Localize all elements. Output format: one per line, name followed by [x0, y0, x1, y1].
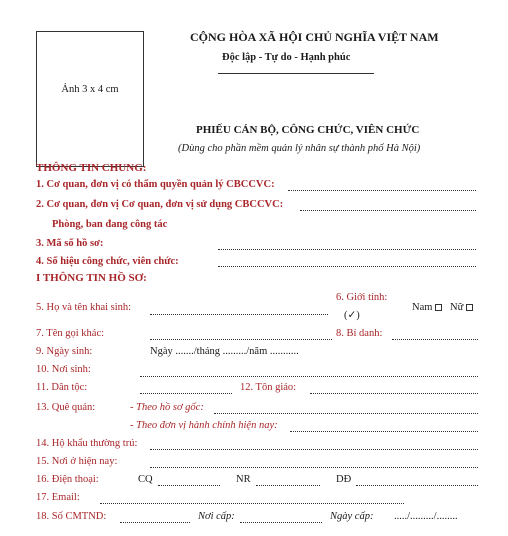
general-heading: THÔNG TIN CHUNG:: [36, 162, 147, 174]
general-item-1: 1. Cơ quan, đơn vị có thẩm quyền quản lý CBCCVC:: [36, 179, 275, 190]
field-5-label: 5. Họ và tên khai sinh:: [36, 302, 132, 313]
field-13a-label: - Theo hồ sơ gốc:: [130, 402, 204, 413]
field-17-input[interactable]: [100, 503, 404, 504]
general-item-3-field[interactable]: [218, 249, 476, 250]
field-14-label: 14. Hộ khẩu thường trú:: [36, 438, 138, 449]
field-13b-input[interactable]: [290, 431, 478, 432]
field-17-label: 17. Email:: [36, 492, 80, 503]
photo-label: Ảnh 3 x 4 cm: [61, 84, 119, 95]
field-6-label: 6. Giới tính:: [336, 292, 388, 303]
phone-dd-label: DĐ: [336, 474, 352, 485]
field-13a-input[interactable]: [214, 413, 478, 414]
field-10-label: 10. Nơi sinh:: [36, 364, 91, 375]
field-5-input[interactable]: [150, 314, 328, 315]
form-subtitle: (Dùng cho phần mềm quản lý nhân sự thành phố Hà Nội): [178, 143, 421, 154]
issue-date-label: Ngày cấp:: [330, 511, 374, 522]
field-8-label: 8. Bí danh:: [336, 328, 383, 339]
phone-cq-input[interactable]: [158, 485, 220, 486]
gender-options: [412, 302, 473, 313]
field-7-label: 7. Tên gọi khác:: [36, 328, 105, 339]
general-item-1-field[interactable]: [288, 190, 476, 191]
phone-nr-label: NR: [236, 474, 251, 485]
general-item-2b: Phòng, ban đang công tác: [52, 219, 168, 230]
form-title: PHIẾU CÁN BỘ, CÔNG CHỨC, VIÊN CHỨC: [196, 124, 420, 136]
national-title: CỘNG HÒA XÃ HỘI CHỦ NGHĨA VIỆT NAM: [190, 30, 439, 44]
field-11-input[interactable]: [140, 393, 232, 394]
field-9-label: 9. Ngày sinh:: [36, 346, 93, 357]
phone-dd-input[interactable]: [356, 485, 478, 486]
field-18-input[interactable]: [120, 522, 190, 523]
general-item-2: 2. Cơ quan, đơn vị Cơ quan, đơn vị sử dụng CBCCVC:: [36, 199, 284, 210]
field-7-input[interactable]: [150, 339, 332, 340]
field-14-input[interactable]: [150, 449, 478, 450]
general-item-4-field[interactable]: [218, 266, 476, 267]
gender-female-label: Nữ: [450, 302, 464, 313]
field-10-input[interactable]: [140, 376, 478, 377]
field-13-label: 13. Quê quán:: [36, 402, 96, 413]
phone-cq-label: CQ: [138, 474, 153, 485]
gender-male-label: Nam: [412, 302, 433, 313]
dob-placeholder[interactable]: Ngày ......./tháng ........./năm ...........: [150, 346, 299, 357]
issue-date-input[interactable]: ...../........./........: [394, 511, 458, 522]
field-13b-label: - Theo đơn vị hành chính hiện nay:: [130, 420, 278, 431]
motto-underline: [218, 73, 374, 74]
issue-place-label: Nơi cấp:: [198, 511, 235, 522]
field-15-label: 15. Nơi ở hiện nay:: [36, 456, 118, 467]
phone-nr-input[interactable]: [256, 485, 320, 486]
field-18-label: 18. Số CMTND:: [36, 511, 107, 522]
field-16-label: 16. Điện thoại:: [36, 474, 99, 485]
general-item-3: 3. Mã số hồ sơ:: [36, 238, 104, 249]
field-12-input[interactable]: [310, 393, 478, 394]
general-item-2-field[interactable]: [300, 210, 476, 211]
photo-box: [36, 31, 144, 167]
general-item-4: 4. Số hiệu công chức, viên chức:: [36, 256, 179, 267]
field-8-input[interactable]: [392, 339, 478, 340]
field-15-input[interactable]: [150, 467, 478, 468]
gender-male-checkbox[interactable]: [435, 304, 442, 311]
gender-female-checkbox[interactable]: [466, 304, 473, 311]
field-6-hint: (✓): [344, 310, 360, 321]
field-11-label: 11. Dân tộc:: [36, 382, 88, 393]
national-motto: Độc lập - Tự do - Hạnh phúc: [222, 52, 351, 63]
issue-place-input[interactable]: [240, 522, 322, 523]
profile-heading: I THÔNG TIN HỒ SƠ:: [36, 272, 147, 284]
field-12-label: 12. Tôn giáo:: [240, 382, 297, 393]
